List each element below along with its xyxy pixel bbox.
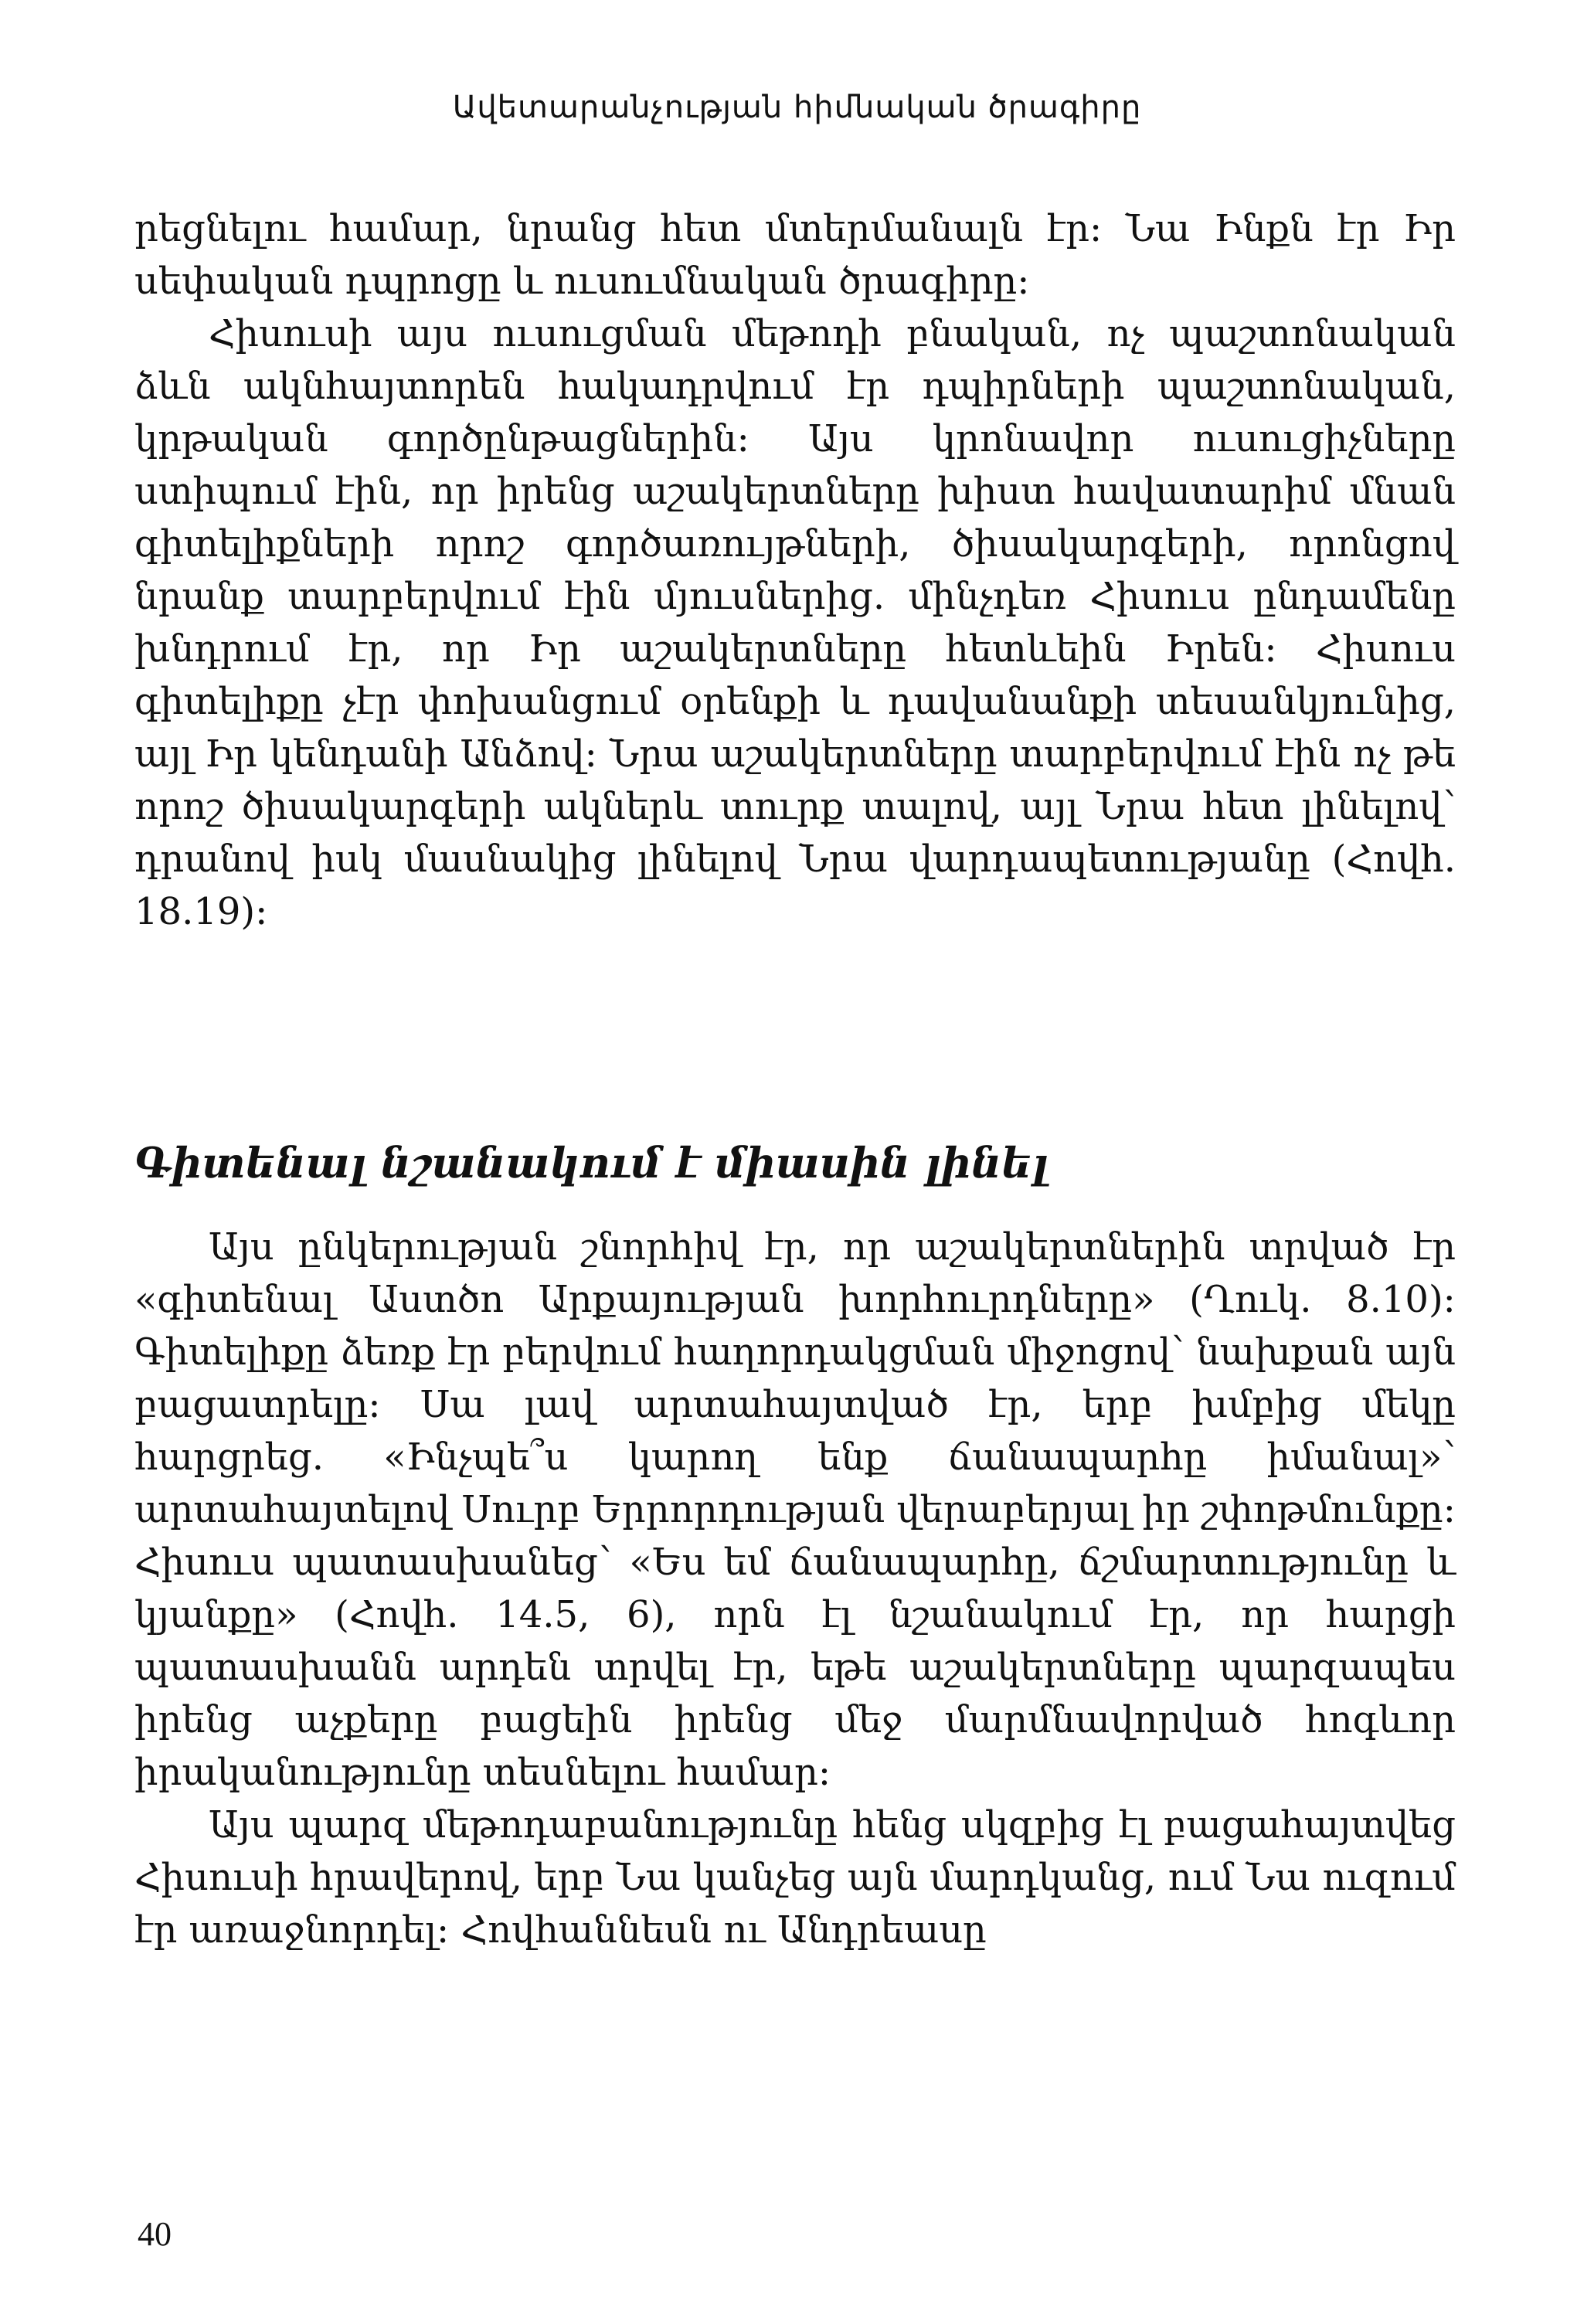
section-heading: Գիտենալ նշանակում է միասին լինել — [134, 1138, 1049, 1187]
page-number: 40 — [138, 2215, 172, 2253]
paragraph: Հիսուսի այս ուսուցման մեթոդի բնական, ոչ պաշտոնական ձևն ակնհայտորեն հակադրվում էր դպիրների պաշտոնական, կրթական գործընթացներին։ Այս կրոնավոր ուսուցիչները ստիպում էին, որ իրենց աշակերտները խիստ հավատարիմ մնան գիտելիքների որոշ գործառույթների, ծիսակարգերի, որոնցով նրանք տարբերվում էին մյուսներից. մինչդեռ Հիսուս ընդամենը խնդրում էր, որ Իր աշակերտները հետևեին Իրեն։ Հիսուս գիտելիքը չէր փոխանցում օրենքի և դավանանքի տեսանկյունից, այլ Իր կենդանի Անձով։ Նրա աշակերտները տարբերվում էին ոչ թե որոշ ծիսակարգերի ակներև տուրք տալով, այլ Նրա հետ լինելով՝ դրանով իսկ մասնակից լինելով Նրա վարդապետությանը (Հովհ. 18.19)։ — [134, 312, 1456, 933]
paragraph-continuation: րեցնելու համար, նրանց հետ մտերմանալն էր։ Նա Ինքն էր Իր սեփական դպրոցը և ուսումնական ծրագիրը։ — [134, 207, 1456, 303]
paragraph: Այս պարզ մեթոդաբանությունը հենց սկզբից էլ բացահայտվեց Հիսուսի հրավերով, երբ Նա կանչեց այն մարդկանց, ում Նա ուզում էր առաջնորդել։ Հովհաննեսն ու Անդրեասը — [134, 1803, 1456, 1952]
running-header: Ավետարանչության հիմնական ծրագիրը — [452, 90, 1142, 125]
paragraph: Այս ընկերության շնորհիվ էր, որ աշակերտներին տրված էր «գիտենալ Աստծո Արքայության խորհուրդները» (Ղուկ. 8.10)։ Գիտելիքը ձեռք էր բերվում հաղորդակցման միջոցով՝ նախքան այն բացատրելը։ Սա լավ արտահայտված էր, երբ խմբից մեկը հարցրեց. «Ինչպե՞ս կարող ենք ճանապարհը իմանալ»՝ արտահայտելով Սուրբ Երրորդության վերաբերյալ իր շփոթմունքը։ Հիսուս պատասխանեց՝ «Ես եմ ճանապարհը, ճշմարտությունը և կյանքը» (Հովհ. 14.5, 6), որն էլ նշանակում էր, որ հարցի պատասխանն արդեն տրվել էր, եթե աշակերտները պարզապես իրենց աչքերը բացեին իրենց մեջ մարմնավորված հոգևոր իրականությունը տեսնելու համար։ — [134, 1225, 1456, 1794]
text-block-after-heading — [134, 1221, 1456, 1956]
text-block-before-heading — [134, 202, 1456, 938]
